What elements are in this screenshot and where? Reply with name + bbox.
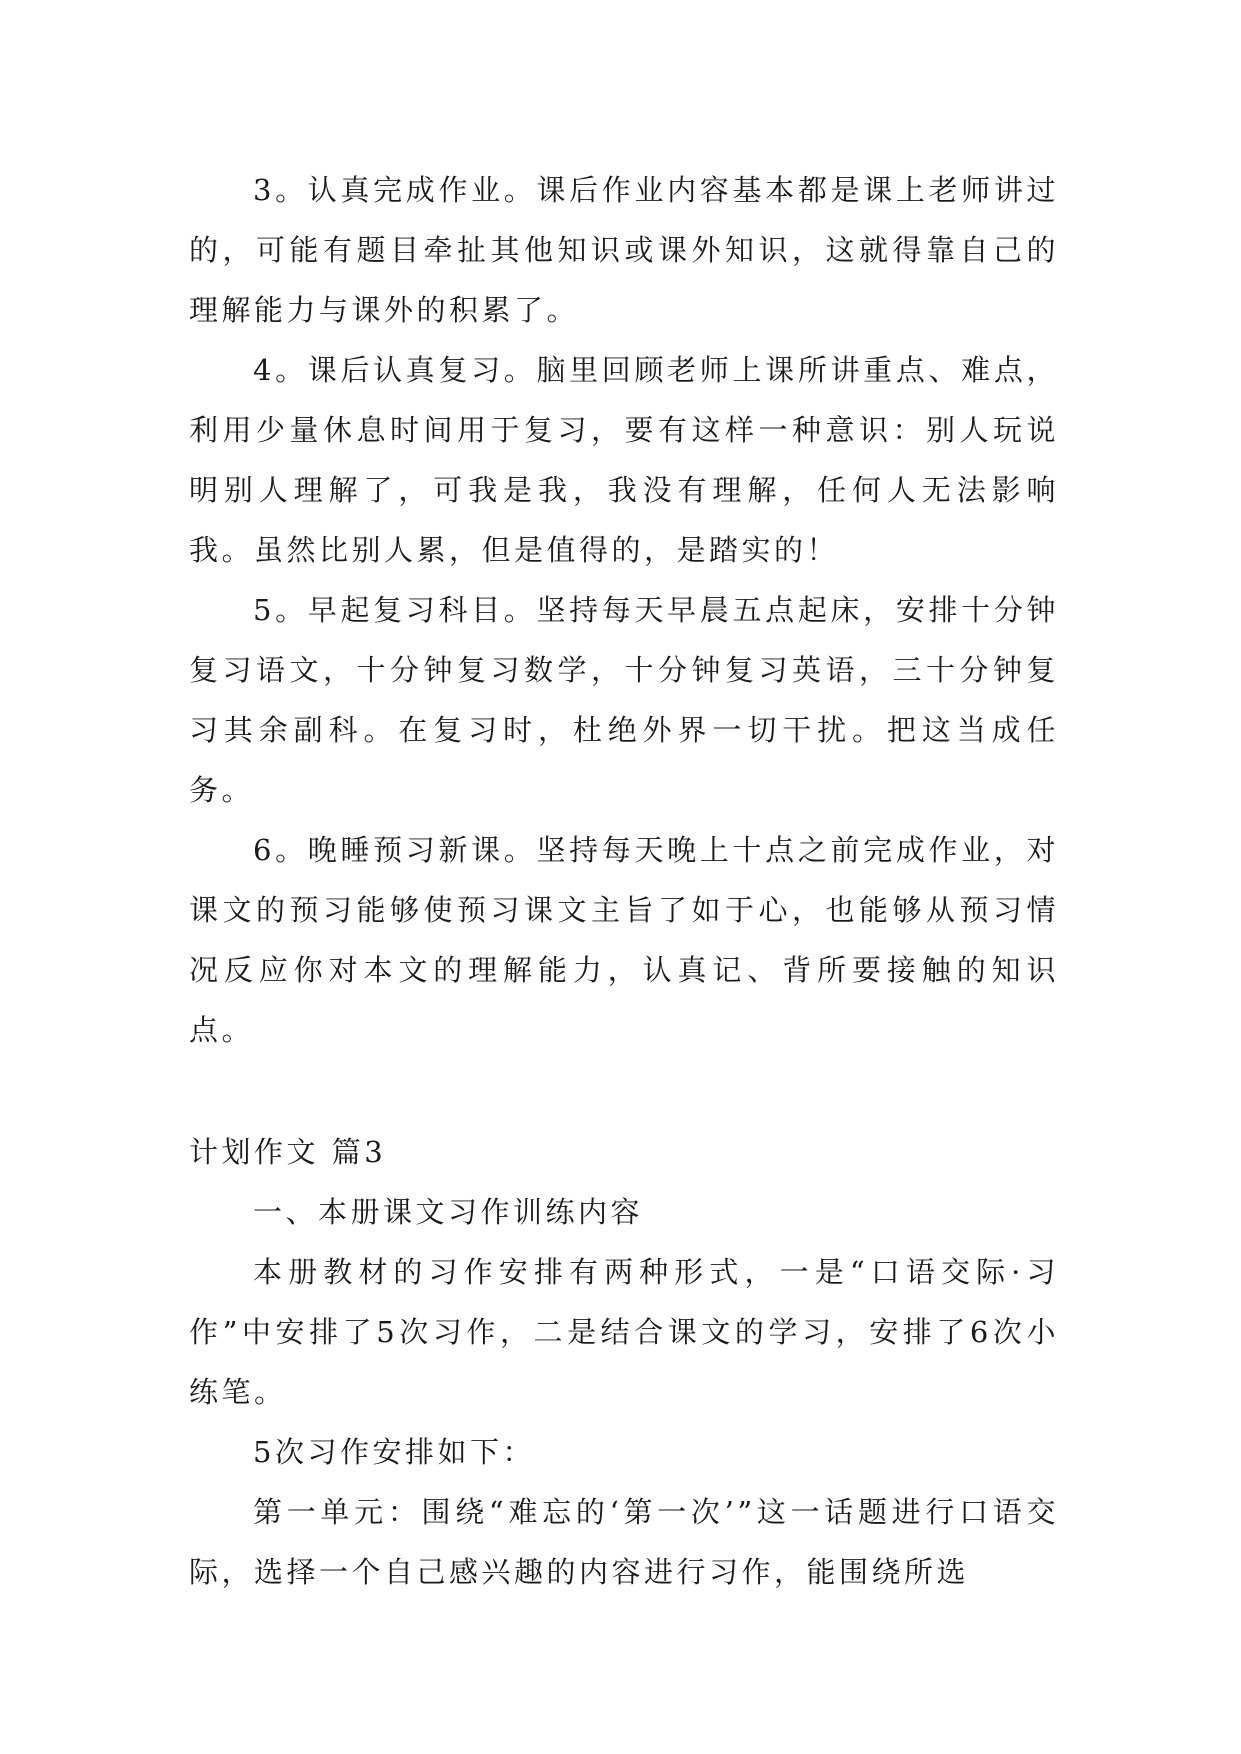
section-gap [189,1060,1059,1122]
paragraph-item-5: 5。早起复习科目。坚持每天早晨五点起床，安排十分钟复习语文，十分钟复习数学，十分钟复习英语，三十分钟复习其余副科。在复习时，杜绝外界一切干扰。把这当成任务。 [189,593,1059,807]
paragraph-arrangement: 5次习作安排如下： [253,1435,535,1469]
paragraph-intro: 本册教材的习作安排有两种形式，一是“口语交际·习作”中安排了5次习作，二是结合课文的学习，安排了6次小练笔。 [189,1255,1059,1409]
subsection-title: 一、本册课文习作训练内容 [253,1195,644,1229]
paragraph-item-6: 6。晚睡预习新课。坚持每天晚上十点之前完成作业，对课文的预习能够使预习课文主旨了如于心，也能够从预习情况反应你对本文的理解能力，认真记、背所要接触的知识点。 [189,833,1059,1047]
paragraph-item-4: 4。课后认真复习。脑里回顾老师上课所讲重点、难点，利用少量休息时间用于复习，要有这样一种意识：别人玩说明别人理解了，可我是我，我没有理解，任何人无法影响我。虽然比别人累，但是值得的，是踏实的！ [189,353,1059,567]
section-heading: 计划作文 篇3 [189,1135,387,1169]
paragraph-unit-one: 第一单元：围绕“难忘的‘第一次’”这一话题进行口语交际，选择一个自己感兴趣的内容进行习作，能围绕所选 [189,1495,1059,1589]
document-body [189,160,1059,1602]
paragraph-item-3: 3。认真完成作业。课后作业内容基本都是课上老师讲过的，可能有题目牵扯其他知识或课外知识，这就得靠自己的理解能力与课外的积累了。 [189,173,1059,327]
